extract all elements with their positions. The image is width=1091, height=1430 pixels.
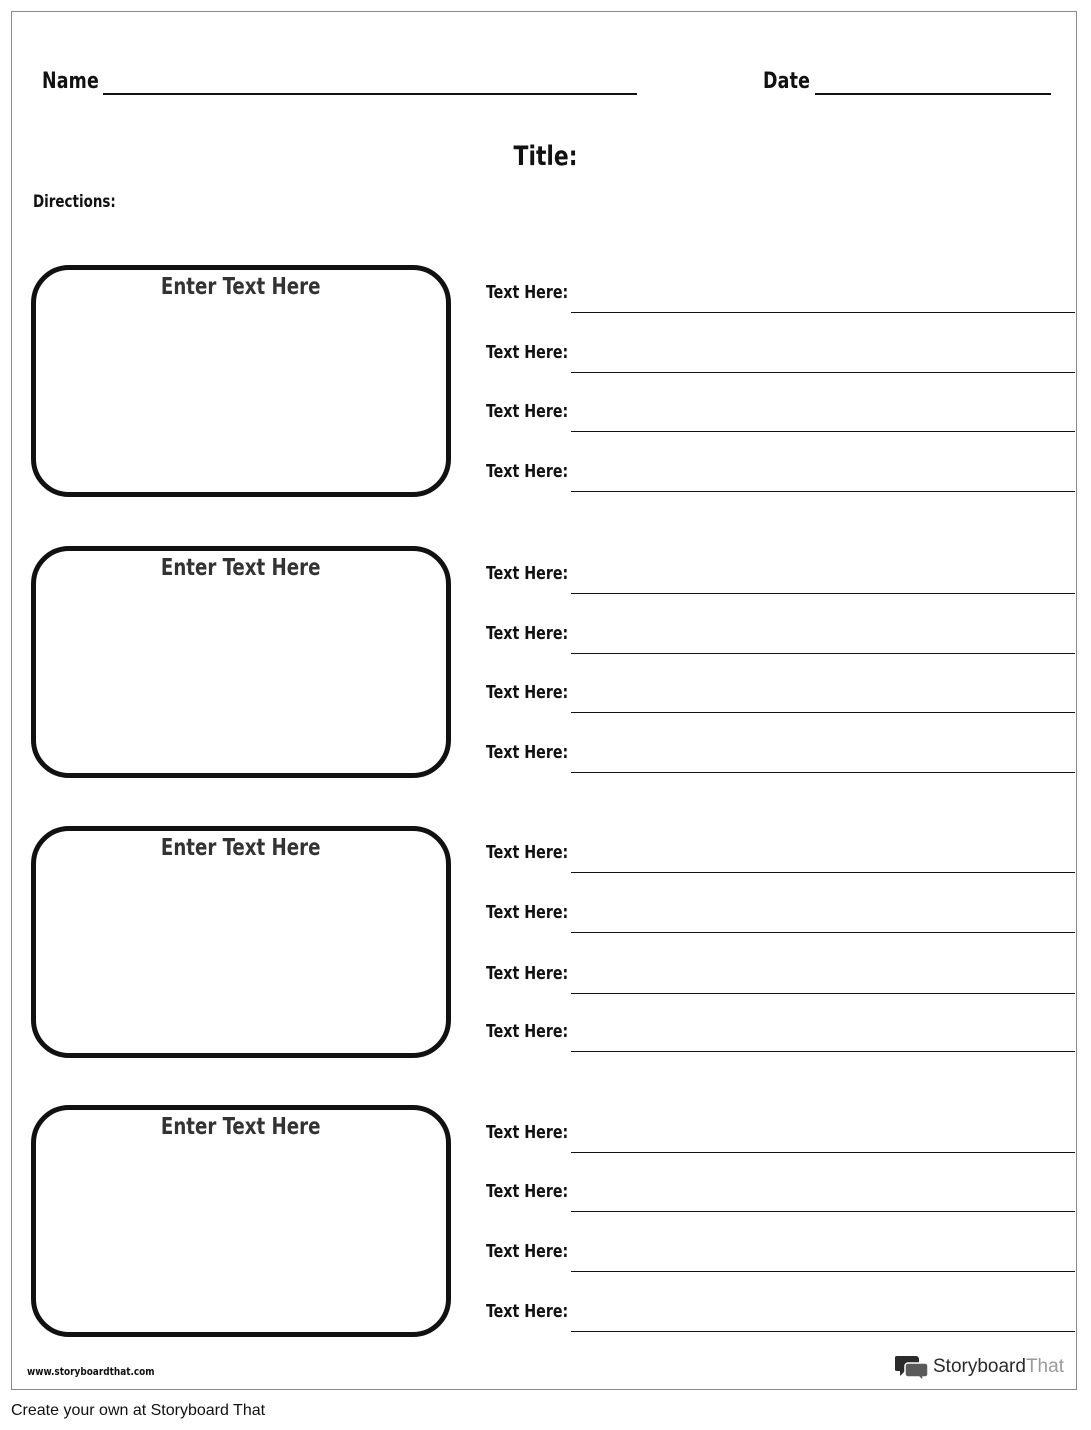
section-2-field-4-line[interactable] bbox=[571, 772, 1075, 773]
section-3-box[interactable] bbox=[31, 826, 451, 1058]
section-4-box[interactable] bbox=[31, 1105, 451, 1337]
section-3-field-3-label: Text Here: bbox=[486, 963, 569, 984]
directions-label: Directions: bbox=[33, 192, 116, 212]
brand-name-part2: That bbox=[1025, 1356, 1064, 1377]
footer-url[interactable]: www.storyboardthat.com bbox=[27, 1365, 155, 1378]
section-4-field-3-line[interactable] bbox=[571, 1271, 1075, 1272]
section-4-box-label-text: Enter Text Here bbox=[161, 1114, 321, 1140]
section-3-field-1-label: Text Here: bbox=[486, 842, 569, 863]
date-label: Date bbox=[763, 69, 811, 94]
section-1-field-3-label: Text Here: bbox=[486, 401, 569, 422]
section-4-field-1-label: Text Here: bbox=[486, 1122, 569, 1143]
section-4-field-3-label: Text Here: bbox=[486, 1241, 569, 1262]
section-4-field-2-label: Text Here: bbox=[486, 1181, 569, 1202]
section-2-field-2-line[interactable] bbox=[571, 653, 1075, 654]
section-4-box-label bbox=[36, 1114, 446, 1140]
create-your-own-caption[interactable]: Create your own at Storyboard That bbox=[11, 1402, 266, 1419]
storyboardthat-logo[interactable] bbox=[895, 1352, 1064, 1382]
brand-name-part1: Storyboard bbox=[933, 1356, 1026, 1377]
speech-bubbles-icon bbox=[895, 1353, 929, 1381]
section-4-field-2-line[interactable] bbox=[571, 1211, 1075, 1212]
section-1-field-4-line[interactable] bbox=[571, 491, 1075, 492]
speech-bubbles-icon-svg bbox=[895, 1353, 929, 1381]
section-1-field-2-label: Text Here: bbox=[486, 342, 569, 363]
section-1-field-1-label: Text Here: bbox=[486, 282, 569, 303]
section-3-field-2-line[interactable] bbox=[571, 932, 1075, 933]
section-4-field-1-line[interactable] bbox=[571, 1152, 1075, 1153]
section-4-field-4-label: Text Here: bbox=[486, 1301, 569, 1322]
page-title bbox=[0, 141, 1091, 172]
section-1-field-2-line[interactable] bbox=[571, 372, 1075, 373]
section-2-field-3-line[interactable] bbox=[571, 712, 1075, 713]
section-1-box[interactable] bbox=[31, 265, 451, 497]
section-4-field-4-line[interactable] bbox=[571, 1331, 1075, 1332]
section-3-field-2-label: Text Here: bbox=[486, 902, 569, 923]
section-3-field-4-line[interactable] bbox=[571, 1051, 1075, 1052]
section-2-field-1-line[interactable] bbox=[571, 593, 1075, 594]
section-2-box-label bbox=[36, 555, 446, 581]
date-input-line[interactable] bbox=[815, 93, 1051, 95]
section-2-field-4-label: Text Here: bbox=[486, 742, 569, 763]
section-2-field-3-label: Text Here: bbox=[486, 682, 569, 703]
section-1-box-label bbox=[36, 274, 446, 300]
page-title-text: Title: bbox=[513, 141, 578, 172]
section-3-field-4-label: Text Here: bbox=[486, 1021, 569, 1042]
section-2-field-2-label: Text Here: bbox=[486, 623, 569, 644]
section-2-box-label-text: Enter Text Here bbox=[161, 555, 321, 581]
name-input-line[interactable] bbox=[103, 93, 637, 95]
brand-name bbox=[933, 1356, 1064, 1378]
section-3-box-label-text: Enter Text Here bbox=[161, 835, 321, 861]
section-1-field-4-label: Text Here: bbox=[486, 461, 569, 482]
name-label: Name bbox=[42, 69, 100, 94]
section-3-field-1-line[interactable] bbox=[571, 872, 1075, 873]
section-1-field-1-line[interactable] bbox=[571, 312, 1075, 313]
section-3-field-3-line[interactable] bbox=[571, 993, 1075, 994]
section-2-field-1-label: Text Here: bbox=[486, 563, 569, 584]
section-1-box-label-text: Enter Text Here bbox=[161, 274, 321, 300]
section-3-box-label bbox=[36, 835, 446, 861]
section-2-box[interactable] bbox=[31, 546, 451, 778]
section-1-field-3-line[interactable] bbox=[571, 431, 1075, 432]
